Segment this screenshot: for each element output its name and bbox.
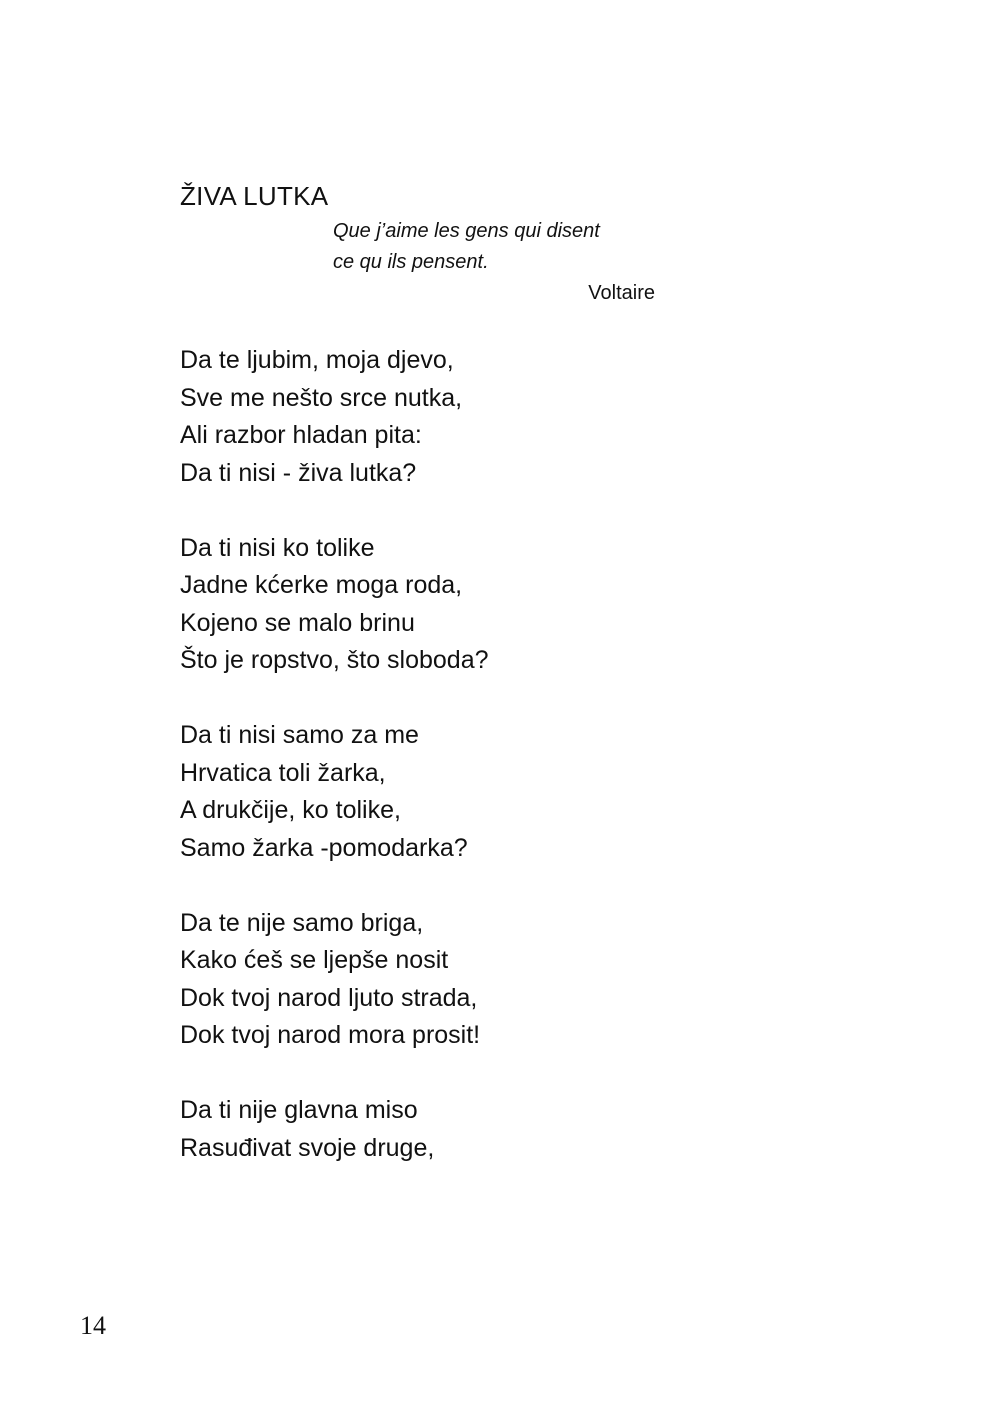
epigraph-line: Que j’aime les gens qui disent	[333, 220, 600, 242]
verse-line: Da ti nisi ko tolike	[180, 533, 375, 562]
verse-line: Sve me nešto srce nutka,	[180, 383, 463, 412]
verse-line: Ali razbor hladan pita:	[180, 421, 422, 449]
verse-line: Da te ljubim, moja djevo,	[180, 346, 454, 374]
verse-line: Da ti nije glavna miso	[180, 1096, 418, 1124]
epigraph-line: ce qu ils pensent.	[333, 251, 489, 273]
verse-line: Da te nije samo briga,	[180, 908, 424, 937]
stanza-2	[180, 530, 489, 680]
epigraph	[333, 216, 600, 278]
stanza-5	[180, 1092, 489, 1167]
verse-line: Samo žarka -pomodarka?	[180, 833, 468, 862]
stanza-3	[180, 717, 489, 867]
verse-line: Što je ropstvo, što sloboda?	[180, 646, 489, 674]
verse-line: Kojeno se malo brinu	[180, 608, 415, 637]
verse-line: A drukčije, ko tolike,	[180, 796, 401, 824]
verse-line: Hrvatica toli žarka,	[180, 758, 386, 787]
verse-line: Kako ćeš se ljepše nosit	[180, 946, 449, 974]
page-number: 14	[80, 1311, 106, 1340]
epigraph-author: Voltaire	[588, 282, 655, 304]
stanza-1	[180, 342, 489, 492]
stanza-4	[180, 905, 489, 1055]
poem-title: ŽIVA LUTKA	[180, 181, 329, 211]
verse-line: Dok tvoj narod ljuto strada,	[180, 983, 478, 1012]
verse-line: Rasuđivat svoje druge,	[180, 1133, 435, 1162]
verse-line: Jadne kćerke moga roda,	[180, 571, 463, 599]
verse-line: Dok tvoj narod mora prosit!	[180, 1021, 481, 1049]
verse-line: Da ti nisi - živa lutka?	[180, 458, 417, 487]
verse-line: Da ti nisi samo za me	[180, 721, 419, 749]
poem-body	[180, 342, 489, 1205]
